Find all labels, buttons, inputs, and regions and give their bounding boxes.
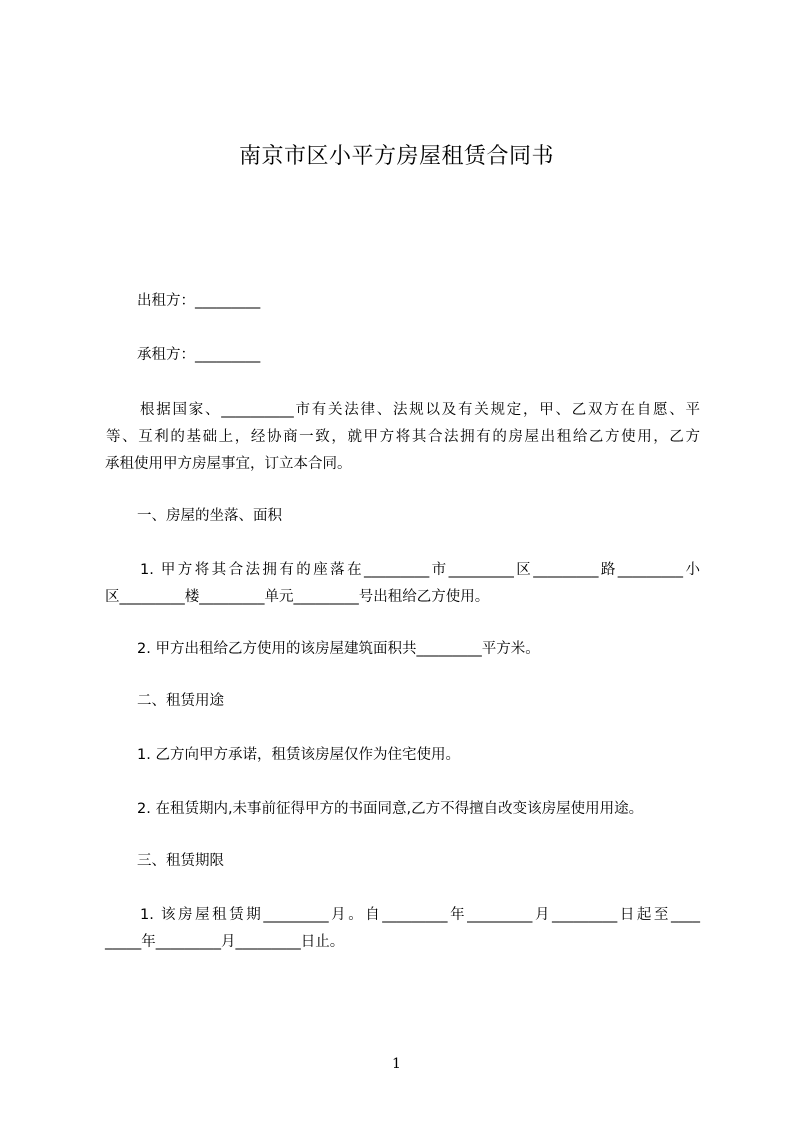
preamble-line-1: 根据国家、__________市有关法律、法规以及有关规定，甲、乙双方在自愿、平 [140, 402, 700, 418]
section-2-item-2: 2. 在租赁期内,未事前征得甲方的书面同意,乙方不得擅自改变该房屋使用用途。 [137, 801, 644, 817]
section-1-item-2: 2. 甲方出租给乙方使用的该房屋建筑面积共_________平方米。 [137, 641, 540, 657]
section-2-heading: 二、租赁用途 [137, 693, 224, 709]
section-1-item-1-line-1: 1. 甲方将其合法拥有的座落在_________市_________区_________路_________小 [140, 562, 700, 578]
section-1-heading: 一、房屋的坐落、面积 [137, 508, 282, 524]
section-1-item-1-line-2: 区_________楼_________单元_________号出租给乙方使用。 [105, 589, 490, 605]
page-number: 1 [392, 1056, 401, 1072]
preamble-line-2: 等、互利的基础上，经协商一致，就甲方将其合法拥有的房屋出租给乙方使用，乙方 [106, 429, 700, 445]
section-2-item-1: 1. 乙方向甲方承诺，租赁该房屋仅作为住宅使用。 [137, 747, 460, 763]
document-title: 南京市区小平方房屋租赁合同书 [238, 144, 554, 169]
lessor-line: 出租方：_________ [137, 293, 261, 309]
section-3-item-1-line-2: _____年_________月_________日止。 [105, 934, 345, 950]
lessee-line: 承租方：_________ [137, 347, 261, 363]
preamble-line-3: 承租使用甲方房屋事宜，订立本合同。 [105, 456, 352, 472]
section-3-item-1-line-1: 1. 该房屋租赁期_________月。自_________年_________月_________日起至____ [140, 907, 700, 923]
section-3-heading: 三、租赁期限 [137, 853, 224, 869]
